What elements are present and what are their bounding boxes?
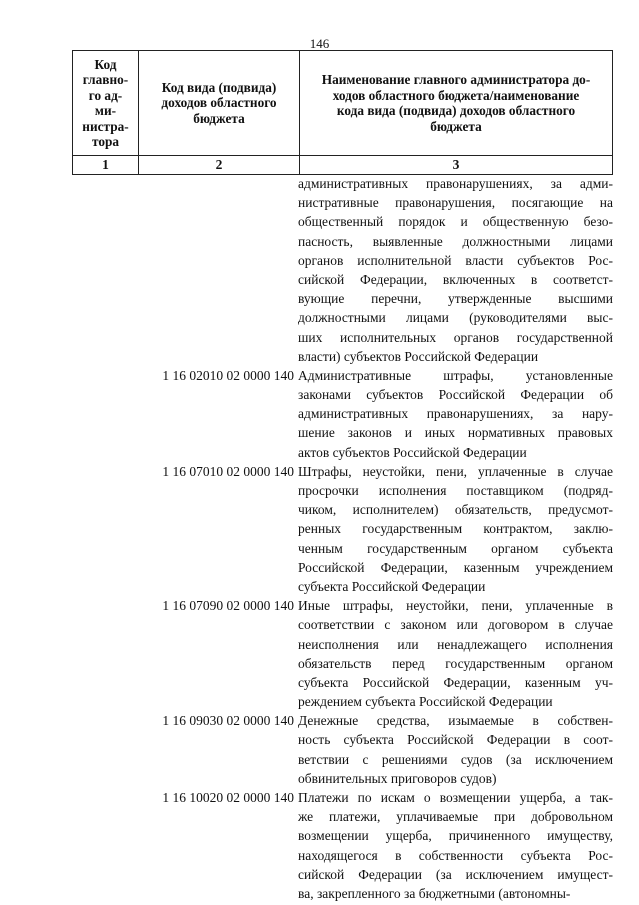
description-line: неисполнения или ненадлежащего исполнения — [298, 636, 613, 652]
income-code: 1 16 02010 02 0000 140 — [162, 367, 294, 383]
description-line: ветствии с решениями судов (за исключением — [298, 751, 613, 767]
description-line: Иные штрафы, неустойки, пени, уплаченные в — [298, 598, 613, 614]
description-line: сийской Федерации, включенных в соответст- — [298, 271, 613, 287]
description-line: ва, закрепленного за бюджетными (автономны- — [298, 885, 571, 901]
description-line: административных правонарушениях, за нару- — [298, 406, 613, 422]
description-line: должностными лицами (руководителями выс- — [298, 310, 613, 326]
description-line: обвинительных приговоров судов) — [298, 770, 497, 786]
description-line: органов исполнительной власти субъектов Рос- — [298, 252, 613, 268]
description-line: Российской Федерации, казенным учреждением — [298, 559, 613, 575]
description-line: находящегося в собственности субъекта Рос- — [298, 847, 613, 863]
table-row — [72, 596, 613, 711]
income-description — [298, 174, 613, 366]
description-line: реждением субъекта Российской Федерации — [298, 694, 553, 710]
description-line: соответствии с законом или договором в случае — [298, 617, 613, 633]
description-line: ренных государственным контрактом, заклю- — [298, 521, 613, 537]
table-row — [72, 711, 613, 788]
description-line: шение законов и иных нормативных правовых — [298, 425, 613, 441]
income-rows — [72, 174, 613, 903]
description-line: законами субъектов Российской Федерации об — [298, 387, 613, 403]
description-line: ченным государственным органом субъекта — [298, 540, 613, 556]
table-row — [72, 366, 613, 462]
description-line: ность субъекта Российской Федерации в соот- — [298, 732, 613, 748]
income-description — [298, 462, 613, 596]
description-line: обязательств перед государственным органом — [298, 655, 613, 671]
header-col-name: Наименование главного администратора до- ходов областного бюджета/наименование кода вида (подвида) доходов областного бюджета — [300, 51, 613, 156]
description-line: ших исполнительных органов государственной — [298, 329, 613, 345]
description-line: просрочки исполнения поставщиком (подряд- — [298, 483, 613, 498]
income-code: 1 16 09030 02 0000 140 — [162, 713, 294, 729]
header-table — [72, 50, 613, 175]
description-line: административных правонарушениях, за адми- — [298, 176, 613, 191]
description-line: общественный порядок и общественную безо- — [298, 214, 613, 230]
income-code: 1 16 07090 02 0000 140 — [162, 598, 294, 614]
description-line: субъекта Российской Федерации, казенным уч- — [298, 674, 613, 690]
income-description — [298, 788, 613, 903]
description-line: Штрафы, неустойки, пени, уплаченные в случае — [298, 463, 613, 479]
header-num-1: 1 — [73, 156, 139, 175]
description-line: нистративные правонарушения, посягающие на — [298, 195, 613, 211]
description-line: же платежи, уплачиваемые при добровольном — [298, 809, 613, 825]
description-line: чиком, исполнителем) обязательств, предусмот- — [298, 502, 613, 518]
description-line: пасность, выявленные должностными лицами — [298, 233, 613, 249]
description-line: актов субъектов Российской Федерации — [298, 444, 527, 460]
table-row — [72, 174, 613, 366]
income-code — [72, 174, 298, 366]
description-line: субъекта Российской Федерации — [298, 578, 486, 594]
income-description — [298, 596, 613, 711]
income-description — [298, 366, 613, 462]
header-num-3: 3 — [300, 156, 613, 175]
description-line: Платежи по искам о возмещении ущерба, а так- — [298, 790, 613, 805]
description-line: Административные штрафы, установленные — [298, 367, 613, 383]
description-line: Денежные средства, изымаемые в собствен- — [298, 713, 613, 729]
income-description — [298, 711, 613, 788]
description-line: власти) субъектов Российской Федерации — [298, 348, 539, 364]
page-number: 146 — [309, 36, 330, 51]
income-code: 1 16 07010 02 0000 140 — [162, 463, 294, 479]
income-code: 1 16 10020 02 0000 140 — [162, 790, 294, 805]
description-line: возмещении ущерба, причиненного имуществу, — [298, 828, 613, 844]
header-col-admin-code: Код главно- го ад- ми- нистра- тора — [73, 51, 139, 156]
description-line: сийской Федерации (за исключением имущест- — [298, 866, 613, 882]
description-line: вующие перечни, утвержденные высшими — [298, 291, 613, 307]
table-row — [72, 462, 613, 596]
table-row — [72, 788, 613, 903]
header-num-2: 2 — [139, 156, 300, 175]
header-col-income-code: Код вида (подвида) доходов областного бюджета — [139, 51, 300, 156]
